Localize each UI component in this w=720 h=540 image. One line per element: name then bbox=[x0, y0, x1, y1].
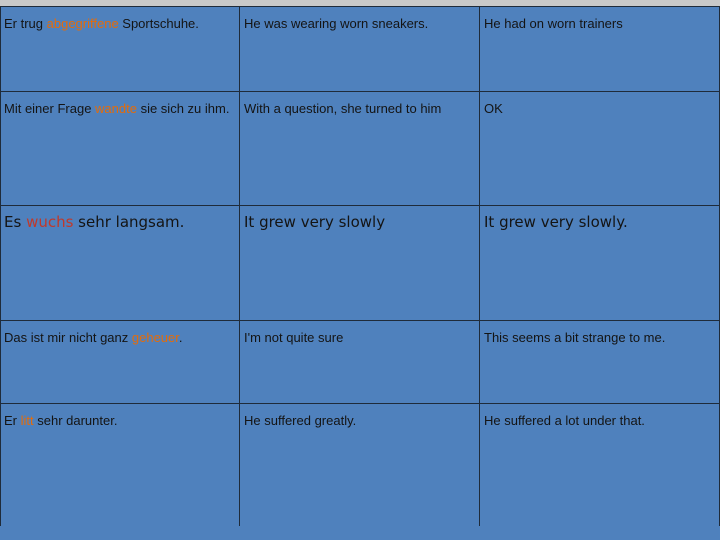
highlighted-word: litt bbox=[20, 413, 34, 428]
german-text-before: Er bbox=[4, 413, 21, 428]
translation-a-cell: He was wearing worn sneakers. bbox=[240, 7, 480, 92]
german-cell bbox=[1, 92, 240, 206]
german-text-after: . bbox=[178, 330, 183, 345]
table-row bbox=[1, 321, 720, 404]
translation-b-cell: It grew very slowly. bbox=[480, 206, 720, 321]
german-cell bbox=[1, 7, 240, 92]
translation-b-cell: He suffered a lot under that. bbox=[480, 404, 720, 532]
translation-a-cell: I'm not quite sure bbox=[240, 321, 480, 404]
translation-a-cell: With a question, she turned to him bbox=[240, 92, 480, 206]
table-row bbox=[1, 404, 720, 532]
highlighted-word: abgegriffene bbox=[46, 16, 119, 31]
table-row bbox=[1, 7, 720, 92]
german-text-after: sie sich zu ihm. bbox=[136, 101, 230, 116]
highlighted-word: geheuer bbox=[131, 330, 179, 345]
table-row bbox=[1, 206, 720, 321]
german-text-before: Es bbox=[4, 213, 27, 231]
table-row bbox=[1, 92, 720, 206]
highlighted-word: wandte bbox=[95, 101, 137, 116]
translation-a-cell: He suffered greatly. bbox=[240, 404, 480, 532]
german-cell bbox=[1, 321, 240, 404]
german-text-after: sehr langsam. bbox=[73, 213, 185, 231]
german-cell bbox=[1, 404, 240, 532]
german-cell bbox=[1, 206, 240, 321]
translation-a-cell: It grew very slowly bbox=[240, 206, 480, 321]
translation-table bbox=[0, 6, 720, 532]
german-text-before: Mit einer Frage bbox=[4, 101, 96, 116]
translation-b-cell: He had on worn trainers bbox=[480, 7, 720, 92]
highlighted-word: wuchs bbox=[26, 213, 74, 231]
german-text-after: sehr darunter. bbox=[33, 413, 118, 428]
german-text-before: Er trug bbox=[4, 16, 47, 31]
german-text-before: Das ist mir nicht ganz bbox=[4, 330, 132, 345]
bottom-strip bbox=[0, 526, 720, 540]
translation-b-cell: This seems a bit strange to me. bbox=[480, 321, 720, 404]
translation-b-cell: OK bbox=[480, 92, 720, 206]
german-text-after: Sportschuhe. bbox=[118, 16, 199, 31]
